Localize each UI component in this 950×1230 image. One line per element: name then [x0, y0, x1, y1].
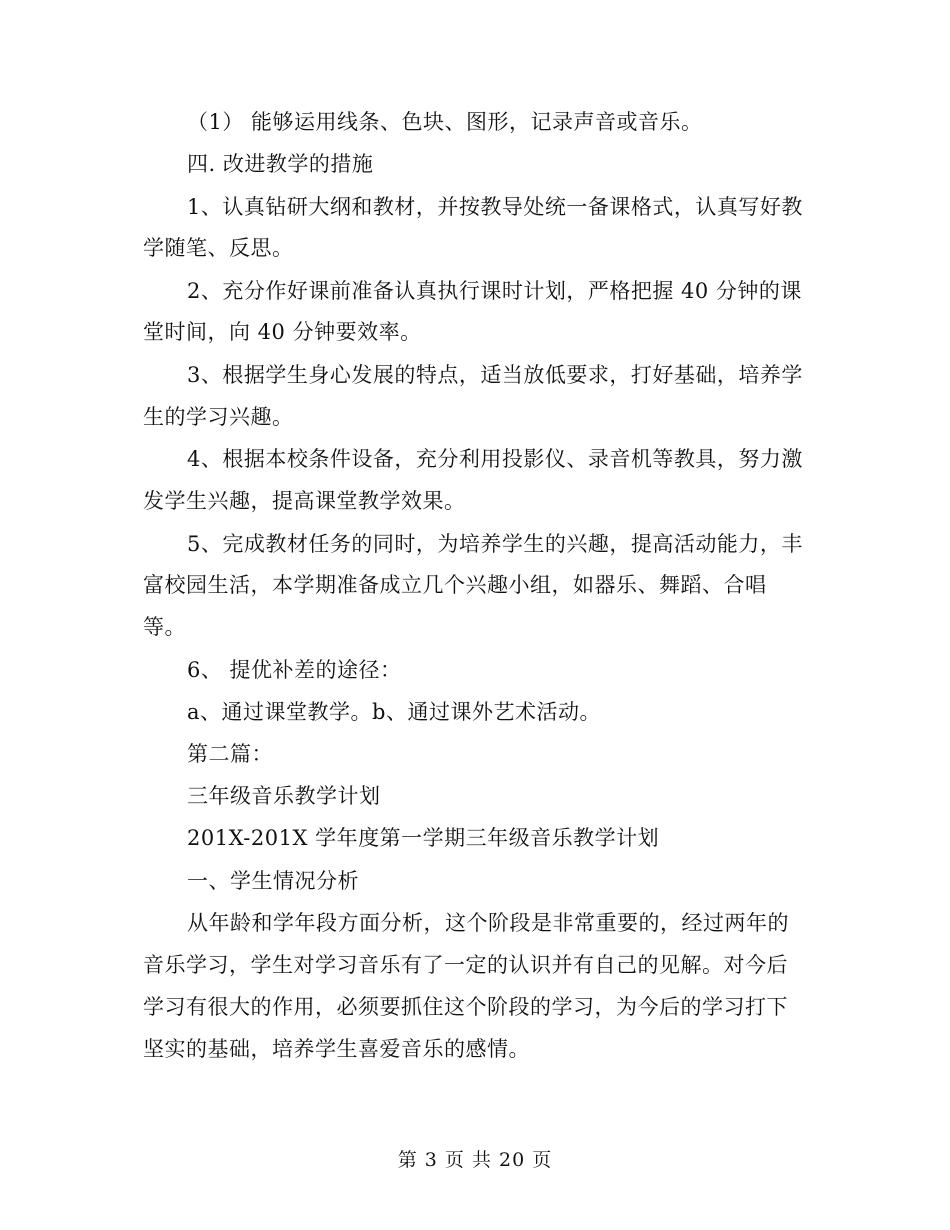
text-line: 从年龄和学年段方面分析，这个阶段是非常重要的，经过两年的 [187, 911, 789, 935]
text-line: 生的学习兴趣。 [143, 405, 294, 429]
text-line: 音乐学习，学生对学习音乐有了一定的认识并有自己的见解。对今后 [143, 953, 788, 977]
text-line: 1、认真钻研大纲和教材，并按教导处统一备课格式，认真写好教 [187, 195, 803, 219]
text-line: 4、根据本校条件设备，充分利用投影仪、录音机等教具，努力激 [187, 447, 803, 471]
text-line: 学习有很大的作用，必须要抓住这个阶段的学习，为今后的学习打下 [143, 995, 788, 1019]
text-line: 5、完成教材任务的同时，为培养学生的兴趣，提高活动能力，丰 [187, 532, 803, 556]
text-line: a、通过课堂教学。b、通过课外艺术活动。 [187, 700, 601, 724]
section-heading: 第二篇： [187, 742, 273, 766]
text-line: 堂时间，向 40 分钟要效率。 [143, 320, 422, 344]
text-line: 2、充分作好课前准备认真执行课时计划，严格把握 40 分钟的课 [187, 279, 802, 303]
text-line: 坚实的基础，培养学生喜爱音乐的感情。 [143, 1037, 530, 1061]
text-line: 6、 提优补差的途径： [187, 658, 402, 682]
text-line: 3、根据学生身心发展的特点，适当放低要求，打好基础，培养学 [187, 363, 803, 387]
text-line: 等。 [143, 615, 186, 639]
section-heading: 四. 改进教学的措施 [187, 152, 374, 176]
document-subtitle: 201X-201X 学年度第一学期三年级音乐教学计划 [187, 826, 660, 850]
text-line: 学随笔、反思。 [143, 236, 294, 260]
page-number: 第 3 页 共 20 页 [397, 1149, 553, 1171]
text-line: 富校园生活，本学期准备成立几个兴趣小组，如器乐、舞蹈、合唱 [143, 573, 767, 597]
text-line: 发学生兴趣，提高课堂教学效果。 [143, 489, 466, 513]
section-heading: 一、学生情况分析 [187, 869, 359, 893]
document-title: 三年级音乐教学计划 [187, 784, 381, 808]
text-line: （1） 能够运用线条、色块、图形，记录声音或音乐。 [187, 110, 703, 134]
